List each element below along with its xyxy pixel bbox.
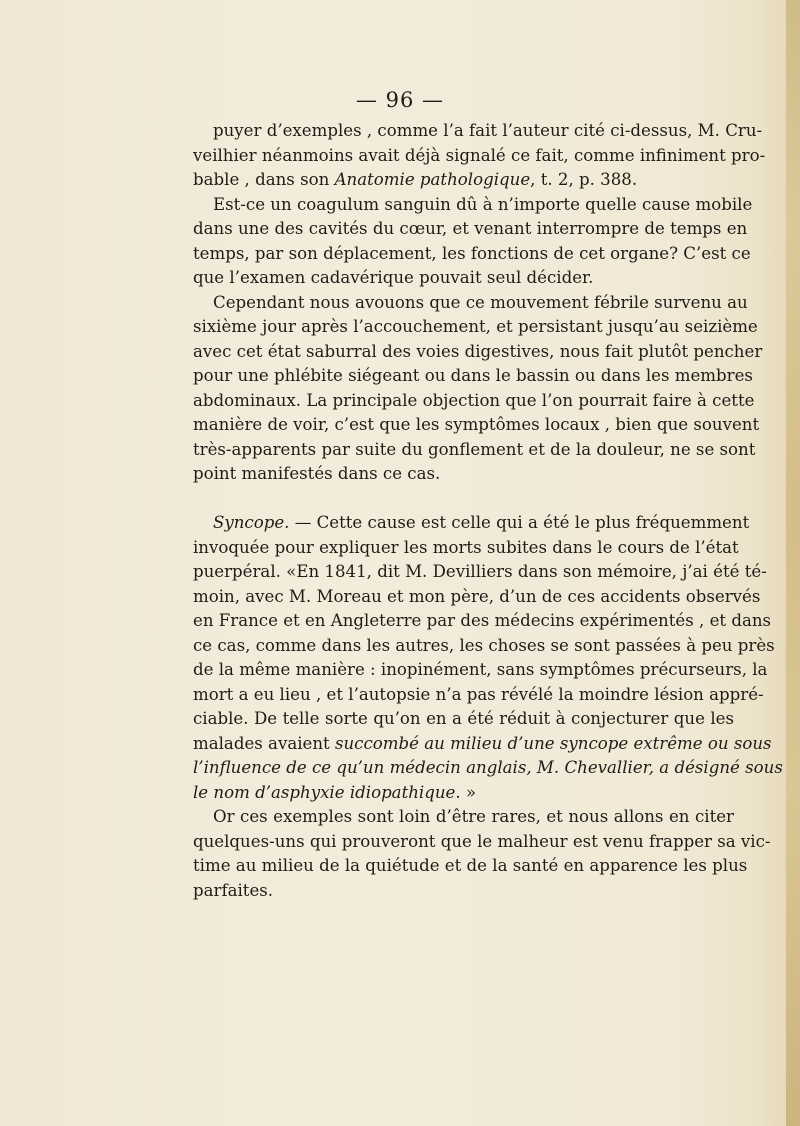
- italic-segment: le nom d’asphyxie idiopathique: [193, 782, 456, 802]
- italic-segment: Syncope.: [213, 513, 290, 532]
- text-line: [193, 781, 734, 806]
- text-line: abdominaux. La principale objection que l’on pourrait faire à cette: [193, 390, 755, 410]
- text-line: de la même manière : inopinément, sans symptômes précurseurs, la: [193, 660, 768, 679]
- paragraph: [193, 291, 763, 487]
- text-line: [193, 732, 772, 757]
- page-edge-stain: [786, 0, 800, 1126]
- italic-segment: succombé au milieu d’une syncope extrême ou sous: [334, 733, 772, 753]
- text-line: [193, 756, 783, 781]
- text-line: pour une phlébite siégeant ou dans le bassin ou dans les membres: [193, 366, 753, 385]
- text-line: Cependant nous avouons que ce mouvement fébrile survenu au: [213, 292, 748, 312]
- page-number: — 96 —: [355, 88, 445, 112]
- text-line: [193, 511, 750, 536]
- text-line: que l’examen cadavérique pouvait seul décider.: [193, 268, 594, 287]
- text-line: veilhier néanmoins avait déjà signalé ce fait, comme infiniment pro-: [193, 145, 766, 165]
- text-line: en France et en Angleterre par des médecins expérimentés , et dans: [193, 611, 772, 630]
- text-line: ce cas, comme dans les autres, les choses se sont passées à peu près: [193, 635, 775, 655]
- text-line: mort a eu lieu , et l’autopsie n’a pas révélé la moindre lésion appré-: [193, 684, 764, 704]
- paragraph: [193, 193, 753, 291]
- text-line: dans une des cavités du cœur, et venant interrompre de temps en: [193, 219, 748, 238]
- text-segment: bable , dans son: [193, 170, 335, 189]
- text-line: quelques-uns qui prouveront que le malheur est venu frapper sa vic-: [193, 831, 771, 851]
- text-line: Or ces exemples sont loin d’être rares, et nous allons en citer: [213, 807, 734, 826]
- text-line: avec cet état saburral des voies digestives, nous fait plutôt pencher: [193, 341, 763, 361]
- paragraph: [193, 511, 783, 805]
- text-line: [193, 168, 734, 193]
- text-line: sixième jour après l’accouchement, et persistant jusqu’au seizième: [193, 317, 758, 336]
- text-line: puyer d’exemples , comme l’a fait l’auteur cité ci-dessus, M. Cru-: [213, 121, 763, 140]
- italic-segment: l’influence de ce qu’un médecin anglais, M. Chevallier, a désigné sous: [193, 758, 783, 777]
- text-line: Est-ce un coagulum sanguin dû à n’importe quelle cause mobile: [213, 194, 753, 214]
- text-segment: malades avaient: [193, 733, 335, 753]
- text-segment: . »: [455, 782, 477, 802]
- text-line: manière de voir, c’est que les symptômes locaux , bien que souvent: [193, 415, 760, 434]
- text-line: puerpéral. «En 1841, dit M. Devilliers dans son mémoire, j’ai été té-: [193, 562, 767, 581]
- paragraph: [193, 805, 771, 903]
- text-line: très-apparents par suite du gonflement et de la douleur, ne se sont: [193, 439, 756, 459]
- text-line: point manifestés dans ce cas.: [193, 464, 441, 483]
- text-line: ciable. De telle sorte qu’on en a été réduit à conjecturer que les: [193, 709, 734, 728]
- text-segment: — Cette cause est celle qui a été le plus fréquemment: [289, 513, 750, 532]
- body-text: [193, 119, 783, 903]
- paragraph: [193, 119, 766, 193]
- text-segment: , t. 2, p. 388.: [530, 170, 638, 189]
- text-line: time au milieu de la quiétude et de la santé en apparence les plus: [193, 856, 748, 875]
- text-line: invoquée pour expliquer les morts subites dans le cours de l’état: [193, 537, 739, 557]
- italic-segment: Anatomie pathologique: [334, 170, 531, 189]
- text-line: temps, par son déplacement, les fonctions de cet organe? C’est ce: [193, 243, 751, 263]
- text-line: parfaites.: [193, 880, 274, 900]
- text-line: moin, avec M. Moreau et mon père, d’un de ces accidents observés: [193, 586, 761, 606]
